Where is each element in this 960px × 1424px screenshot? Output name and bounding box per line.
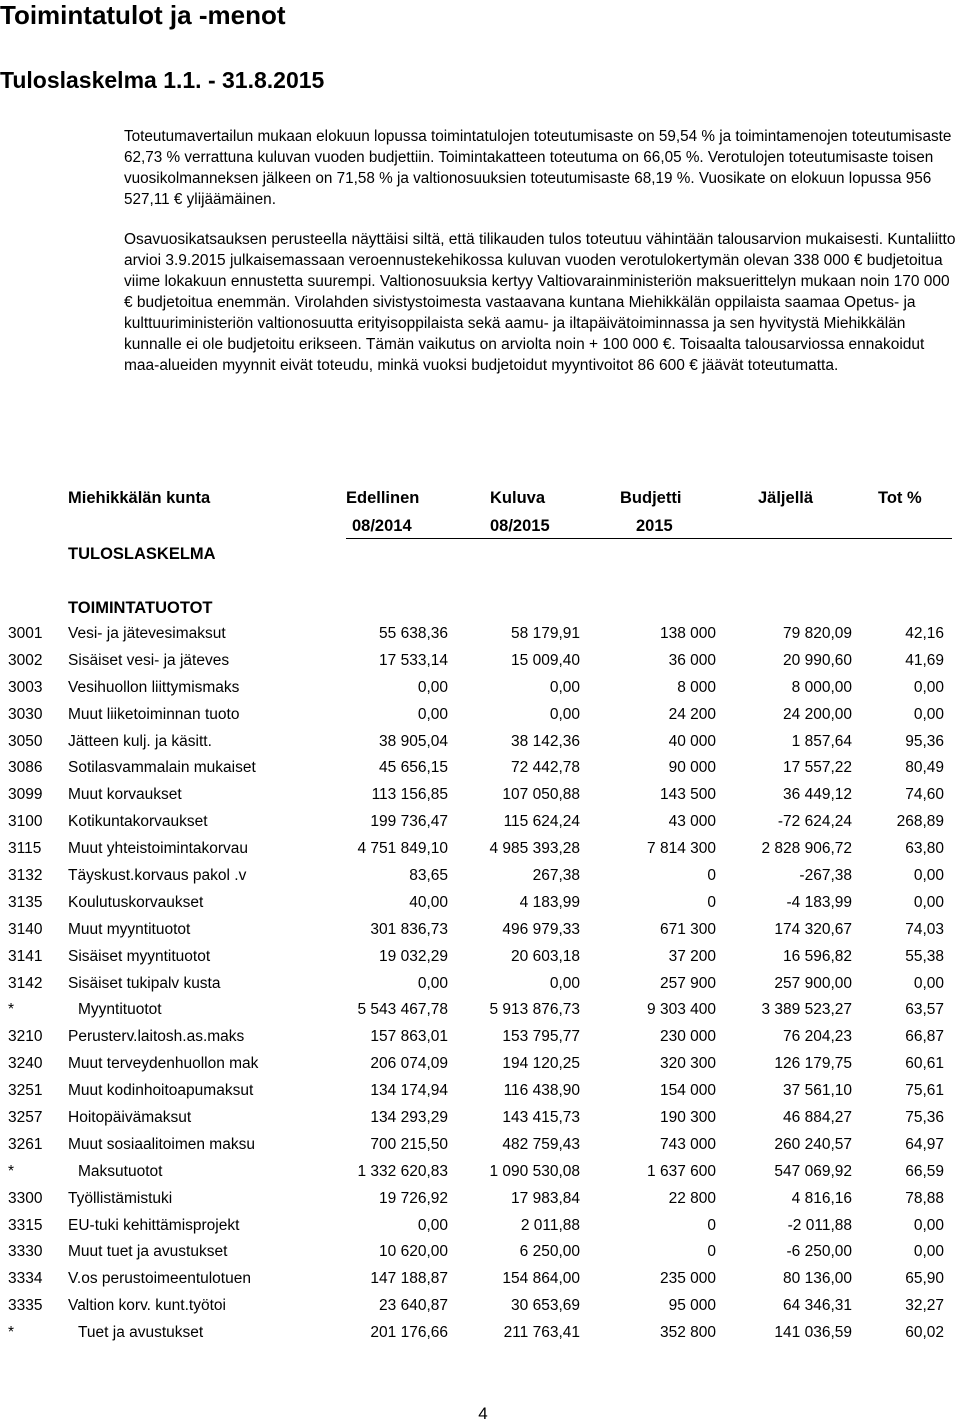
value-budget: 138 000 [659, 625, 716, 642]
value-previous: 199 736,47 [370, 813, 448, 831]
account-code: 3315 [8, 1216, 43, 1234]
table-row [0, 732, 960, 759]
col-header-budget: Budjetti [620, 489, 682, 507]
value-remaining: 64 346,31 [783, 1297, 852, 1315]
table-row [0, 624, 960, 651]
value-budget: 22 800 [668, 1189, 716, 1207]
value-remaining: 141 036,59 [774, 1324, 852, 1342]
account-name: Muut myyntituotot [68, 920, 191, 938]
value-previous: 83,65 [409, 867, 448, 885]
value-remaining: -2 011,88 [787, 1216, 852, 1234]
account-code: 3050 [8, 732, 43, 750]
value-previous: 206 074,09 [370, 1055, 448, 1073]
account-code: * [8, 1324, 15, 1342]
value-budget: 7 814 300 [647, 840, 716, 858]
account-name: Jätteen kulj. ja käsitt. [68, 732, 212, 750]
value-current: 58 179,91 [511, 625, 580, 642]
value-budget: 24 200 [668, 705, 716, 723]
col-header-current: Kuluva [490, 489, 546, 507]
account-name: Maksutuotot [78, 1162, 163, 1180]
value-total-pct: 0,00 [913, 893, 944, 911]
value-current: 0,00 [549, 678, 580, 696]
subtotal-row [0, 1162, 960, 1189]
report-title: TULOSLASKELMA [68, 545, 216, 563]
account-name: Täyskust.korvaus pakol .v [68, 867, 247, 885]
account-code: 3335 [8, 1297, 43, 1315]
value-budget: 36 000 [668, 651, 716, 669]
table-row [0, 893, 960, 920]
table-row [0, 651, 960, 678]
account-name: Muut kodinhoitoapumaksut [68, 1082, 254, 1100]
value-total-pct: 0,00 [913, 678, 944, 696]
value-total-pct: 42,16 [905, 625, 944, 642]
table-row [0, 1027, 960, 1054]
value-current: 267,38 [532, 867, 580, 885]
account-name: Sotilasvammalain mukaiset [68, 759, 256, 777]
account-code: 3115 [8, 840, 42, 858]
value-remaining: 1 857,64 [791, 732, 852, 750]
account-code: 3140 [8, 920, 43, 938]
subtotal-row [0, 1323, 960, 1350]
value-total-pct: 63,80 [905, 840, 944, 858]
value-previous: 4 751 849,10 [357, 840, 448, 858]
col-header-previous: Edellinen [346, 489, 420, 507]
account-code: 3135 [8, 893, 43, 911]
intro-paragraph-1: Toteutumavertailun mukaan elokuun lopussa toimintatulojen toteutumisaste on 59,54 % ja toimintamenojen toteutumisaste 62,73 % verrattuna kuluvan vuoden budjettiin. Toimintakatteen toteutuma on 66,05 %. Verotulojen toteutumisaste toisen vuosikolmanneksen jälkeen on 71,58 % ja valtionosuuksien toteutumisaste 68,19 %. Vuosikate on elokuun lopussa 956 527,11 € ylijäämäinen. [124, 128, 952, 208]
account-code: 3030 [8, 705, 43, 723]
value-remaining: 37 561,10 [783, 1082, 852, 1100]
value-total-pct: 66,87 [905, 1028, 944, 1046]
value-current: 6 250,00 [519, 1243, 580, 1261]
value-previous: 40,00 [409, 893, 448, 911]
value-total-pct: 41,69 [905, 651, 944, 669]
account-code: 3251 [8, 1082, 43, 1100]
value-total-pct: 60,61 [905, 1055, 944, 1073]
value-total-pct: 268,89 [896, 813, 944, 831]
report-subtitle: Tuloslaskelma 1.1. - 31.8.2015 [0, 67, 325, 93]
value-current: 116 438,90 [503, 1082, 580, 1100]
subtotal-row [0, 1000, 960, 1027]
value-previous: 0,00 [417, 974, 448, 992]
value-total-pct: 60,02 [905, 1324, 944, 1342]
account-name: Perusterv.laitosh.as.maks [68, 1028, 245, 1046]
value-previous: 38 905,04 [379, 732, 448, 750]
account-code: 3100 [8, 813, 43, 831]
account-name: EU-tuki kehittämisprojekt [68, 1216, 240, 1234]
value-total-pct: 95,36 [905, 732, 944, 750]
value-budget: 320 300 [659, 1055, 716, 1073]
table-row [0, 866, 960, 893]
table-row [0, 974, 960, 1001]
account-name: Koulutuskorvaukset [68, 893, 204, 911]
value-remaining: 79 820,09 [783, 625, 852, 642]
table-row [0, 812, 960, 839]
account-name: Tuet ja avustukset [78, 1324, 204, 1342]
value-previous: 17 533,14 [379, 651, 448, 669]
value-remaining: 16 596,82 [783, 947, 852, 965]
value-total-pct: 55,38 [905, 947, 944, 965]
value-total-pct: 65,90 [905, 1270, 944, 1288]
intro-text [124, 126, 958, 376]
account-code: 3261 [8, 1135, 43, 1153]
value-current: 194 120,25 [502, 1055, 580, 1073]
value-remaining: 4 816,16 [791, 1189, 852, 1207]
table-row [0, 1081, 960, 1108]
value-total-pct: 75,36 [905, 1109, 944, 1127]
value-previous: 113 156,85 [371, 786, 448, 804]
page-number: 4 [478, 1404, 488, 1423]
entity-name: Miehikkälän kunta [68, 489, 211, 507]
value-current: 0,00 [549, 705, 580, 723]
income-table [0, 624, 960, 1350]
account-name: Muut liiketoiminnan tuoto [68, 705, 240, 723]
header-underline [346, 538, 952, 539]
account-code: 3003 [8, 678, 43, 696]
value-budget: 95 000 [668, 1297, 716, 1315]
value-remaining: 46 884,27 [783, 1109, 852, 1127]
value-total-pct: 74,60 [905, 786, 944, 804]
value-previous: 19 726,92 [379, 1189, 448, 1207]
value-total-pct: 80,49 [905, 759, 944, 777]
section-title: TOIMINTATUOTOT [68, 599, 213, 617]
value-previous: 0,00 [417, 678, 448, 696]
table-row [0, 785, 960, 812]
table-row [0, 1242, 960, 1269]
value-current: 30 653,69 [511, 1297, 580, 1315]
value-budget: 671 300 [659, 920, 716, 938]
page-title: Toimintatulot ja -menot [0, 0, 286, 30]
table-row [0, 920, 960, 947]
account-name: Muut korvaukset [68, 786, 182, 804]
value-previous: 157 863,01 [370, 1028, 448, 1046]
account-name: Sisäiset myyntituotot [68, 947, 211, 965]
value-current: 0,00 [549, 974, 580, 992]
value-remaining: 8 000,00 [791, 678, 852, 696]
col-header-total-pct: Tot % [878, 489, 922, 507]
account-code: 3001 [8, 625, 43, 642]
value-budget: 743 000 [659, 1135, 716, 1153]
value-total-pct: 0,00 [913, 867, 944, 885]
account-code: 3300 [8, 1189, 43, 1207]
value-previous: 45 656,15 [379, 759, 448, 777]
value-current: 20 603,18 [511, 947, 580, 965]
value-budget: 154 000 [659, 1082, 716, 1100]
value-remaining: 17 557,22 [783, 759, 852, 777]
value-remaining: 3 389 523,27 [761, 1001, 852, 1019]
account-name: Muut yhteistoimintakorvau [68, 840, 249, 858]
table-row [0, 705, 960, 732]
account-name: Muut tuet ja avustukset [68, 1243, 228, 1261]
account-code: 3086 [8, 759, 43, 777]
account-name: V.os perustoimeentulotuen [68, 1270, 251, 1288]
account-code: 3002 [8, 651, 43, 669]
value-remaining: 126 179,75 [774, 1055, 852, 1073]
value-remaining: 174 320,67 [774, 920, 852, 938]
value-previous: 23 640,87 [379, 1297, 448, 1315]
value-current: 211 763,41 [503, 1324, 580, 1342]
value-budget: 235 000 [659, 1270, 716, 1288]
value-previous: 134 293,29 [370, 1109, 448, 1127]
value-previous: 1 332 620,83 [357, 1162, 448, 1180]
value-budget: 0 [707, 1216, 716, 1234]
col-period-previous: 08/2014 [352, 517, 412, 535]
account-name: Vesi- ja jätevesimaksut [68, 625, 226, 642]
table-row [0, 947, 960, 974]
table-row [0, 1296, 960, 1323]
table-row [0, 678, 960, 705]
value-previous: 5 543 467,78 [357, 1001, 448, 1019]
value-current: 38 142,36 [511, 732, 580, 750]
col-period-budget: 2015 [636, 517, 673, 535]
value-total-pct: 64,97 [905, 1135, 944, 1153]
value-current: 107 050,88 [502, 786, 580, 804]
account-code: 3210 [8, 1028, 43, 1046]
table-row [0, 1054, 960, 1081]
value-current: 153 795,77 [502, 1028, 580, 1046]
value-total-pct: 0,00 [913, 974, 944, 992]
account-name: Hoitopäivämaksut [68, 1109, 192, 1127]
value-previous: 0,00 [417, 705, 448, 723]
value-previous: 147 188,87 [370, 1270, 448, 1288]
col-period-current: 08/2015 [490, 517, 550, 535]
value-budget: 8 000 [677, 678, 716, 696]
table-row [0, 1269, 960, 1296]
value-previous: 134 174,94 [370, 1082, 448, 1100]
account-name: Sisäiset vesi- ja jäteves [68, 651, 230, 669]
account-code: 3141 [8, 947, 43, 965]
table-row [0, 1189, 960, 1216]
value-remaining: 547 069,92 [774, 1162, 852, 1180]
account-code: 3334 [8, 1270, 43, 1288]
value-budget: 230 000 [659, 1028, 716, 1046]
account-name: Myyntituotot [78, 1001, 162, 1019]
value-current: 496 979,33 [502, 920, 580, 938]
value-remaining: -267,38 [799, 867, 852, 885]
value-total-pct: 0,00 [913, 1243, 944, 1261]
intro-paragraph-2: Osavuosikatsauksen perusteella näyttäisi siltä, että tilikauden tulos toteutuu vähintään talousarvion mukaisesti. Kuntaliitto arvioi 3.9.2015 julkaisemassaan veroennustekehikossa kuluvan vuoden verotulokertymän olevan 338 000 € budjetoitua viime lokakuun ennustetta suurempi. Valtionosuuksia kertyy Valtiovarainministeriön maksuerittelyn mukaan noin 170 000 € budjetoitua enemmän. Virolahden sivistystoimesta vastaavana kuntana Miehikkälän oppilaista saamaa Opetus- ja kulttuuriministeriön valtionosuutta erityisoppilaista sekä aamu- ja iltapäivätoiminnassa ja sen hyvitystä Miehikkälän kunnalle ei ole budjetoitu erikseen. Tämän vaikutus on arviolta noin + 100 000 €. Toisaalta talousarviossa ennakoidut maa-alueiden myynnit eivät toteudu, minkä vuoksi budjetoidut myyntivoitot 86 600 € jäävät toteutumatta. [124, 231, 956, 374]
value-previous: 55 638,36 [379, 625, 448, 642]
value-current: 4 183,99 [519, 893, 580, 911]
account-name: Kotikuntakorvaukset [68, 813, 208, 831]
account-code: 3142 [8, 974, 43, 992]
account-name: Sisäiset tukipalv kusta [68, 974, 221, 992]
value-budget: 0 [707, 867, 716, 885]
value-budget: 143 500 [659, 786, 716, 804]
value-budget: 257 900 [659, 974, 716, 992]
value-budget: 43 000 [668, 813, 716, 831]
value-remaining: 24 200,00 [783, 705, 852, 723]
account-name: Työllistämistuki [68, 1189, 173, 1207]
table-row [0, 1108, 960, 1135]
value-total-pct: 78,88 [905, 1189, 944, 1207]
value-current: 15 009,40 [511, 651, 580, 669]
table-row [0, 1216, 960, 1243]
value-remaining: 2 828 906,72 [761, 840, 852, 858]
value-current: 154 864,00 [502, 1270, 580, 1288]
value-budget: 37 200 [668, 947, 716, 965]
value-remaining: 260 240,57 [774, 1135, 852, 1153]
table-row [0, 1135, 960, 1162]
value-remaining: 36 449,12 [783, 786, 852, 804]
value-total-pct: 63,57 [905, 1001, 944, 1019]
value-current: 4 985 393,28 [489, 840, 580, 858]
account-code: 3240 [8, 1055, 43, 1073]
table-row [0, 839, 960, 866]
value-remaining: -72 624,24 [777, 813, 852, 831]
value-budget: 190 300 [659, 1109, 716, 1127]
value-total-pct: 74,03 [905, 920, 944, 938]
value-current: 115 624,24 [503, 813, 580, 831]
value-previous: 700 215,50 [370, 1135, 448, 1153]
value-budget: 9 303 400 [647, 1001, 716, 1019]
value-remaining: 257 900,00 [774, 974, 852, 992]
account-code: 3330 [8, 1243, 43, 1261]
account-name: Vesihuollon liittymismaks [68, 678, 240, 696]
value-current: 72 442,78 [511, 759, 580, 777]
value-previous: 10 620,00 [379, 1243, 448, 1261]
value-total-pct: 0,00 [913, 1216, 944, 1234]
value-current: 482 759,43 [502, 1135, 580, 1153]
value-total-pct: 32,27 [905, 1297, 944, 1315]
value-budget: 352 800 [659, 1324, 716, 1342]
value-total-pct: 75,61 [905, 1082, 944, 1100]
account-name: Muut terveydenhuollon mak [68, 1055, 259, 1073]
account-code: 3257 [8, 1109, 43, 1127]
value-budget: 0 [707, 893, 716, 911]
account-name: Valtion korv. kunt.työtoi [68, 1297, 226, 1315]
value-current: 1 090 530,08 [489, 1162, 580, 1180]
value-current: 5 913 876,73 [489, 1001, 580, 1019]
value-remaining: -6 250,00 [786, 1243, 852, 1261]
value-remaining: 20 990,60 [783, 651, 852, 669]
account-name: Muut sosiaalitoimen maksu [68, 1135, 255, 1153]
value-previous: 201 176,66 [370, 1324, 448, 1342]
value-current: 143 415,73 [502, 1109, 580, 1127]
value-previous: 0,00 [417, 1216, 448, 1234]
value-current: 17 983,84 [511, 1189, 580, 1207]
value-remaining: 76 204,23 [783, 1028, 852, 1046]
account-code: 3099 [8, 786, 43, 804]
value-current: 2 011,88 [520, 1216, 580, 1234]
value-previous: 301 836,73 [370, 920, 448, 938]
value-remaining: -4 183,99 [786, 893, 852, 911]
col-header-remaining: Jäljellä [758, 489, 814, 507]
value-budget: 1 637 600 [647, 1162, 716, 1180]
value-budget: 0 [707, 1243, 716, 1261]
value-remaining: 80 136,00 [783, 1270, 852, 1288]
table-row [0, 758, 960, 785]
account-code: 3132 [8, 867, 43, 885]
value-total-pct: 66,59 [905, 1162, 944, 1180]
value-previous: 19 032,29 [379, 947, 448, 965]
account-code: * [8, 1001, 15, 1019]
value-budget: 40 000 [668, 732, 716, 750]
account-code: * [8, 1162, 15, 1180]
value-total-pct: 0,00 [913, 705, 944, 723]
value-budget: 90 000 [668, 759, 716, 777]
